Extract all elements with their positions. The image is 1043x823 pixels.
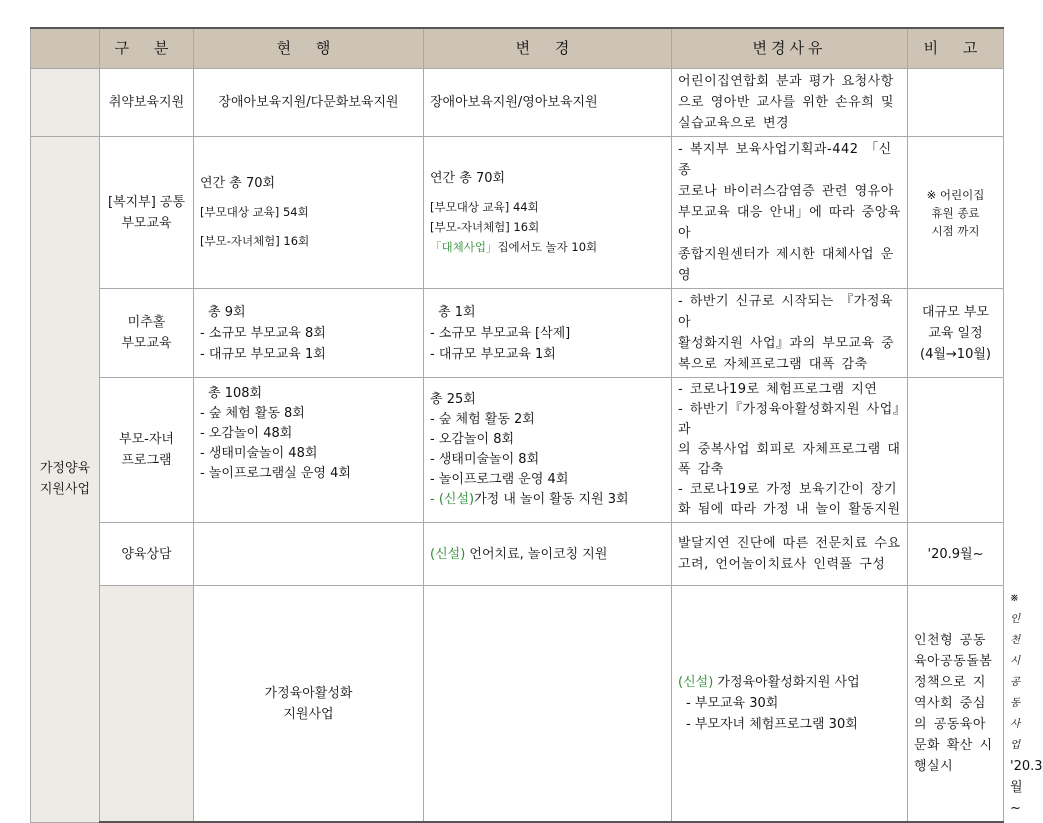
current-cell	[194, 289, 424, 378]
table-row: 가정육아활성화 지원사업 (신설) 가정육아활성화지원 사업 - 부모교육 30회 - 부모자녀 체험프로그램 30회 인천형 공동육아공동돌봄 정책으로 지 역사회 중심의 공동육아문화 확산 시 행실시 ※인천시 공동사업 '20.3월~	[31, 586, 1004, 823]
division-cell: 가정육아활성화 지원사업	[194, 586, 424, 823]
change-cell	[424, 378, 672, 523]
reason-cell	[908, 586, 1004, 823]
change-cell	[672, 586, 908, 823]
division-cell: 양육상담	[100, 523, 194, 586]
new-label: - (신설)	[430, 492, 475, 507]
change-text-line	[430, 237, 665, 257]
reason-line: 으로 영아반 교사를 위한 손유희 및	[678, 95, 894, 110]
change-text: 언어치료, 놀이코칭 지원	[469, 546, 608, 562]
header-division: 구 분	[100, 28, 194, 69]
change-cell	[424, 137, 672, 289]
change-text-line	[678, 672, 901, 693]
reason-line: - 복지부 보육사업기획과-442 「신종	[678, 142, 892, 178]
current-text: - 소규모 부모교육 8회	[200, 325, 326, 341]
current-text: - 대규모 부모교육 1회	[200, 346, 326, 362]
reason-line: 어린이집연합회 분과 평가 요청사항	[678, 74, 894, 89]
change-text: - 생태미술놀이 8회	[430, 452, 540, 467]
change-text: - 부모자녀 체험프로그램 30회	[686, 717, 858, 732]
reason-cell	[672, 69, 908, 137]
change-text: - 오감놀이 8회	[430, 432, 515, 447]
table-row	[31, 137, 1004, 289]
category-cell-empty	[31, 69, 100, 137]
header-change: 변 경	[424, 28, 672, 69]
change-cell	[424, 69, 672, 137]
change-text: 집에서도 놀자 10회	[497, 239, 598, 254]
division-cell: 부모-자녀 프로그램	[100, 378, 194, 523]
division-cell: [복지부] 공통 부모교육	[100, 137, 194, 289]
comparison-table	[30, 27, 1043, 823]
reason-line: 의 중복사업 회피로 자체프로그램 대	[678, 442, 901, 457]
note-cell	[908, 289, 1004, 378]
current-cell	[424, 586, 672, 823]
header-row	[31, 28, 1004, 69]
header-current: 현 행	[194, 28, 424, 69]
new-label: (신설)	[678, 675, 714, 690]
note-line: (4월→10월)	[920, 346, 991, 362]
note-line: 휴원 종료	[931, 205, 980, 220]
header-category	[31, 28, 100, 69]
change-text: - 소규모 부모교육 [삭제]	[430, 325, 571, 341]
table-row	[31, 523, 1004, 586]
change-text: 연간 총 70회	[430, 170, 506, 186]
current-cell	[194, 523, 424, 586]
reason-line: 인천형 공동육아공동돌봄 정책으로 지	[914, 633, 993, 690]
change-text: 가정 내 놀이 활동 지원 3회	[474, 492, 629, 507]
header-reason: 변경사유	[672, 28, 908, 69]
current-text: 연간 총 70회	[200, 176, 276, 191]
note-line: ※ 어린이집	[926, 187, 985, 202]
division-cell: 미추홀 부모교육	[100, 289, 194, 378]
note-cell	[908, 137, 1004, 289]
reason-line: - 코로나19로 체험프로그램 지연	[678, 382, 878, 397]
table-row	[31, 378, 1004, 523]
current-text: - 생태미술놀이 48회	[200, 446, 318, 461]
reason-line: 복으로 자체프로그램 대폭 감축	[678, 357, 868, 372]
current-cell	[194, 69, 424, 137]
change-text: [부모대상 교육] 44회	[430, 199, 539, 214]
change-text: 가정육아활성화지원 사업	[717, 675, 860, 690]
change-text: - 부모교육 30회	[686, 696, 779, 711]
table-row	[31, 289, 1004, 378]
current-cell	[194, 137, 424, 289]
reason-line: - 코로나19로 가정 보육기간이 장기	[678, 482, 898, 497]
reason-line: 활성화지원 사업』과의 부모교육 중	[678, 336, 895, 351]
reason-line: 부모교육 대응 안내」에 따라 중앙육아	[678, 205, 901, 241]
reason-cell	[672, 289, 908, 378]
note-cell	[908, 523, 1004, 586]
note-line: 대규모 부모	[922, 304, 989, 320]
change-text: - 대규모 부모교육 1회	[430, 346, 556, 362]
reason-line: 역사회 중심의 공동육아문화 확산 시	[914, 696, 993, 753]
change-text: - 숲 체험 활동 2회	[430, 412, 535, 427]
header-note: 비 고	[908, 28, 1004, 69]
current-text: [부모대상 교육] 54회	[200, 205, 309, 219]
reason-line: 실습교육으로 변경	[678, 116, 790, 131]
reason-line: - 하반기 신규로 시작되는 『가정육아	[678, 294, 893, 330]
current-cell	[194, 378, 424, 523]
change-text: 총 1회	[438, 304, 476, 320]
note-line: 시점 까지	[931, 223, 980, 238]
reason-line: 고려, 언어놀이치료사 인력풀 구성	[678, 557, 886, 572]
current-text: 장애아보육지원/다문화보육지원	[218, 95, 399, 110]
change-cell	[424, 523, 672, 586]
current-text: 총 108회	[208, 386, 263, 401]
note-line: '20.9월~	[927, 546, 984, 562]
current-text: - 숲 체험 활동 8회	[200, 406, 305, 421]
current-text: [부모-자녀체험] 16회	[200, 234, 310, 248]
reason-line: 폭 감축	[678, 462, 724, 477]
change-text: - 놀이프로그램 운영 4회	[430, 472, 569, 487]
change-text: 총 25회	[430, 392, 476, 407]
current-text: 총 9회	[208, 304, 246, 320]
reason-line: 행실시	[914, 759, 954, 774]
reason-cell	[672, 137, 908, 289]
table-row	[31, 69, 1004, 137]
current-text: - 놀이프로그램실 운영 4회	[200, 466, 351, 481]
reason-line: 종합지원센터가 제시한 대체사업 운영	[678, 247, 894, 283]
category-cell-empty	[100, 586, 194, 823]
reason-cell	[672, 523, 908, 586]
division-cell: 취약보육지원	[100, 69, 194, 137]
substitute-label: 「대체사업」	[430, 239, 498, 254]
change-text: 장애아보육지원/영아보육지원	[430, 95, 598, 110]
reason-line: - 하반기『가정육아활성화지원 사업』과	[678, 402, 900, 437]
category-cell: 가정양육 지원사업	[31, 137, 100, 823]
note-cell	[908, 378, 1004, 523]
change-text-line	[430, 490, 665, 510]
new-label: (신설)	[430, 546, 466, 562]
reason-line: 코로나 바이러스감염증 관련 영유아	[678, 184, 894, 199]
reason-cell	[672, 378, 908, 523]
note-line: 교육 일정	[928, 325, 983, 341]
change-cell	[424, 289, 672, 378]
note-cell	[908, 69, 1004, 137]
change-text: [부모-자녀체험] 16회	[430, 219, 540, 234]
current-text: - 오감놀이 48회	[200, 426, 293, 441]
reason-line: 화 됨에 따라 가정 내 놀이 활동지원	[678, 502, 901, 517]
reason-line: 발달지연 진단에 따른 전문치료 수요	[678, 536, 901, 551]
